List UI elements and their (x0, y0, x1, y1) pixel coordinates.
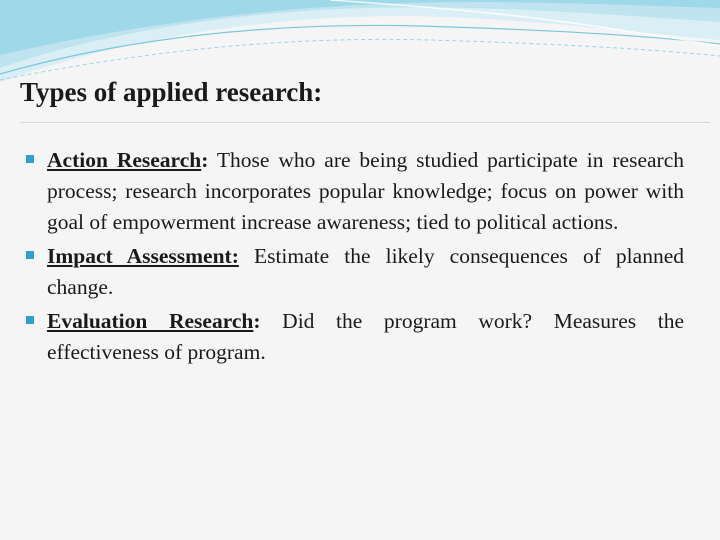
bullet-term: Evaluation Research (47, 309, 254, 333)
square-bullet-icon (26, 316, 34, 324)
bullet-item-action-research (24, 145, 684, 238)
title-divider (20, 122, 710, 123)
bullet-text: Did the program work? Measures the effectiveness of program. (47, 309, 684, 364)
bullet-item-evaluation-research (24, 306, 684, 368)
bullet-text: Estimate the likely consequences of planned change. (47, 244, 684, 299)
bullet-colon: : (253, 309, 261, 333)
bullet-term: Action Research (47, 148, 202, 172)
bullet-term: Impact Assessment: (47, 244, 239, 268)
square-bullet-icon (26, 155, 34, 163)
square-bullet-icon (26, 251, 34, 259)
slide-title: Types of applied research: (20, 77, 323, 107)
bullet-colon: : (201, 148, 209, 172)
bullet-text: Those who are being studied participate in research process; research incorporates popular knowledge; focus on power with goal of empowerment increase awareness; tied to political actions. (47, 148, 684, 234)
bullet-item-impact-assessment (24, 241, 684, 303)
bullet-list (24, 145, 684, 371)
